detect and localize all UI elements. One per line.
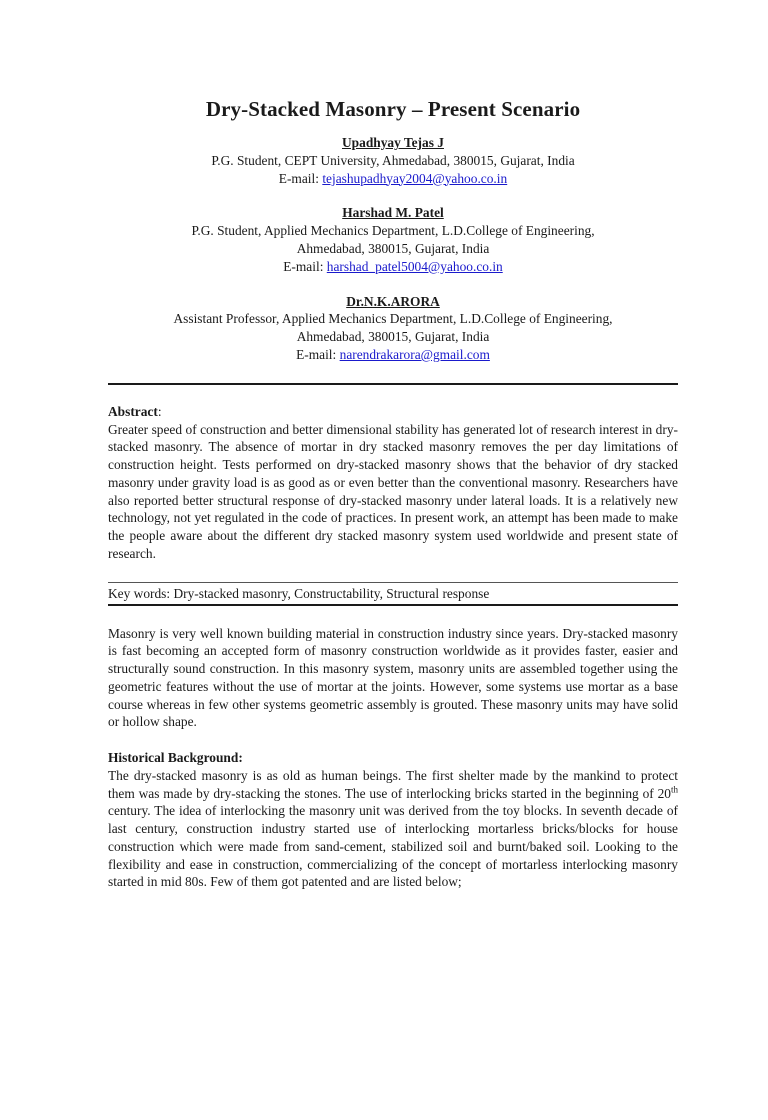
keywords-line: Key words: Dry-stacked masonry, Constructability, Structural response	[108, 585, 490, 601]
email-label: E-mail:	[296, 346, 337, 362]
author-affiliation: Ahmedabad, 380015, Gujarat, India	[296, 329, 490, 345]
author-name: Harshad M. Patel	[342, 205, 444, 221]
history-text-part-2: century. The idea of interlocking the masonry unit was derived from the toy blocks. In seventh decade of last century, construction industry started use of interlocking mortarless bricks/blocks for house construction which were made from sand-cement, stabilized soil and burnt/baked soil. Looking to the flexibility and ease in construction, commercializing of the concept of mortarless interlocking masonry started in mid 80s. Few of them got patented and are listed below;	[108, 803, 678, 890]
abstract-colon: :	[157, 403, 162, 419]
author-email-link[interactable]: tejashupadhyay2004@yahoo.co.in	[322, 170, 508, 186]
email-label: E-mail:	[283, 258, 324, 274]
intro-paragraph: Masonry is very well known building material in construction industry since years. Dry-stacked masonry is fast becoming an accepted form of masonry construction worldwide as it provides faster, easier and structurally sound construction. In this masonry system, masonry units are assembled together using the geometric features without the use of mortar at the joints. However, some systems use mortar as a base course whereas in few other systems geometric assembly is grouted. These masonry units may have solid or hollow shape.	[108, 625, 678, 730]
history-text-part-1: The dry-stacked masonry is as old as human beings. The first shelter made by the mankind to protect them was made by dry-stacking the stones. The use of interlocking bricks started in the beginning of 20	[108, 767, 678, 801]
abstract-heading-line	[108, 403, 678, 421]
historical-background-heading: Historical Background:	[108, 750, 243, 766]
author-email-link[interactable]: harshad_patel5004@yahoo.co.in	[326, 258, 503, 274]
author-name: Dr.N.K.ARORA	[346, 293, 440, 309]
author-affiliation: P.G. Student, CEPT University, Ahmedabad, 380015, Gujarat, India	[211, 152, 575, 168]
paper-page	[0, 96, 768, 1120]
section-divider	[108, 383, 678, 385]
historical-background-section	[108, 749, 678, 891]
author-affiliation: Assistant Professor, Applied Mechanics Department, L.D.College of Engineering,	[173, 311, 613, 327]
abstract-section	[108, 403, 678, 563]
superscript-th: th	[670, 784, 678, 795]
email-label: E-mail:	[278, 170, 319, 186]
author-entry	[108, 293, 678, 364]
author-entry	[108, 134, 678, 187]
historical-background-text	[108, 767, 678, 891]
author-entry	[108, 204, 678, 275]
abstract-text: Greater speed of construction and better dimensional stability has generated lot of research interest in dry-stacked masonry. The absence of mortar in dry stacked masonry removes the per day limitations of construction height. Tests performed on dry-stacked masonry shows that the behavior of dry stacked masonry under gravity load is as good as or even better than the conventional masonry. Researchers have also reported better structural response of dry-stacked masonry under lateral loads. It is a relatively new technology, not yet regulated in the code of practices. In present work, an attempt has been made to make the people aware about the different dry stacked masonry system used worldwide and present state of research.	[108, 421, 678, 561]
author-email-link[interactable]: narendrakarora@gmail.com	[339, 346, 490, 362]
author-affiliation: P.G. Student, Applied Mechanics Department, L.D.College of Engineering,	[191, 223, 595, 239]
abstract-heading: Abstract	[108, 403, 158, 419]
paper-title: Dry-Stacked Masonry – Present Scenario	[205, 97, 581, 121]
author-affiliation: Ahmedabad, 380015, Gujarat, India	[296, 240, 490, 256]
author-name: Upadhyay Tejas J	[342, 135, 444, 150]
author-email-line	[108, 258, 678, 276]
keywords-bottom-divider	[108, 604, 678, 606]
author-email-line	[108, 346, 678, 364]
author-block	[108, 134, 678, 364]
author-email-line	[108, 170, 678, 188]
